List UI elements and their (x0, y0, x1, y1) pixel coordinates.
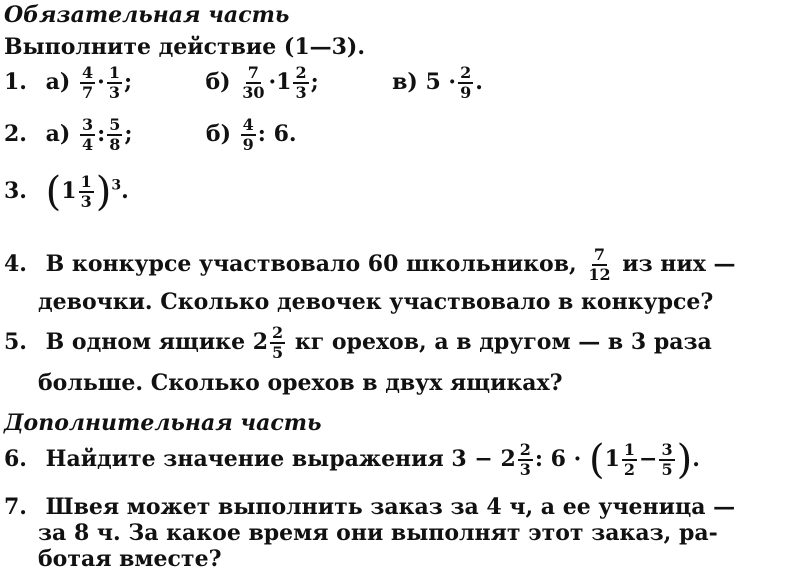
problem-text: В одном ящике 2 (45, 329, 269, 355)
problem-4-line-2: девочки. Сколько девочек участвовало в конкурсе? (38, 289, 714, 315)
item-label: а) (45, 69, 71, 95)
problem-3 (4, 169, 129, 215)
fraction: $\frac{2}{5}$ (272, 323, 284, 362)
fraction: $\frac{7}{12}$ (588, 245, 611, 284)
punctuation: . (692, 446, 700, 472)
fraction: $\frac{1}{3}$ (80, 172, 92, 211)
fraction: $\frac{4}{7}$ (82, 63, 94, 102)
operator: − (639, 446, 658, 472)
right-paren: ) (676, 437, 693, 483)
left-paren: ( (588, 437, 605, 483)
operator: : (97, 121, 106, 147)
problem-number: 7. (4, 494, 27, 520)
fraction: $\frac{1}{3}$ (108, 63, 120, 102)
problem-number: 2. (4, 121, 27, 147)
operator: · (97, 69, 105, 95)
item-label: б) (205, 69, 231, 95)
punctuation: ; (123, 69, 133, 95)
problem-7 (4, 494, 735, 520)
item-label: б) (205, 121, 231, 147)
exponent: 3 (111, 177, 122, 194)
expression-text: 5 · (425, 69, 457, 95)
fraction: $\frac{3}{4}$ (82, 115, 94, 154)
problem-2 (4, 116, 297, 154)
mixed-whole: 1 (604, 446, 620, 472)
fraction: $\frac{7}{30}$ (242, 63, 265, 102)
problem-number: 4. (4, 251, 27, 277)
item-label: в) (392, 69, 418, 95)
problem-4 (4, 246, 736, 284)
punctuation: ; (310, 69, 319, 95)
mixed-whole: 1 (61, 178, 77, 204)
fraction: $\frac{2}{9}$ (460, 63, 472, 102)
fraction: $\frac{1}{2}$ (623, 440, 636, 479)
fraction: $\frac{2}{3}$ (519, 440, 531, 479)
problem-number: 5. (4, 329, 27, 355)
left-paren: ( (45, 169, 62, 215)
instruction-text: Выполните действие (1—3). (4, 34, 366, 60)
fraction: $\frac{3}{5}$ (661, 440, 673, 479)
punctuation: . (475, 69, 483, 95)
expression-text: : 6 · (534, 446, 582, 472)
right-paren: ) (95, 169, 112, 215)
section-required-heading: Обязательная часть (4, 2, 290, 28)
problem-number: 3. (4, 178, 27, 204)
problem-text: кг орехов, а в другом — в 3 раза (294, 329, 712, 355)
problem-number: 6. (4, 446, 27, 472)
problem-number: 1. (4, 69, 27, 95)
problem-5 (4, 324, 712, 362)
section-extra-heading: Дополнительная часть (4, 410, 322, 436)
problem-7-line-3: ботая вместе? (38, 546, 222, 572)
problem-text: Швея может выполнить заказ за 4 ч, а ее ученица — (45, 494, 736, 520)
problem-5-line-2: больше. Сколько орехов в двух ящиках? (38, 370, 563, 396)
problem-6 (4, 437, 700, 483)
problem-text: Найдите значение выражения 3 − 2 (45, 446, 516, 472)
problem-1 (4, 64, 483, 102)
problem-text: В конкурсе участвовало 60 школьников, (45, 251, 577, 277)
punctuation: . (121, 178, 129, 204)
punctuation: ; (124, 121, 133, 147)
operator: · (268, 69, 277, 95)
problem-text: из них — (622, 251, 736, 277)
item-label: а) (45, 121, 71, 147)
mixed-whole: 1 (276, 69, 292, 95)
fraction: $\frac{5}{8}$ (109, 115, 121, 154)
problem-7-line-2: за 8 ч. За какое время они выполнят этот заказ, ра- (38, 520, 718, 546)
fraction: $\frac{2}{3}$ (295, 63, 307, 102)
expression-text: : 6. (257, 121, 297, 147)
fraction: $\frac{4}{9}$ (242, 115, 254, 154)
